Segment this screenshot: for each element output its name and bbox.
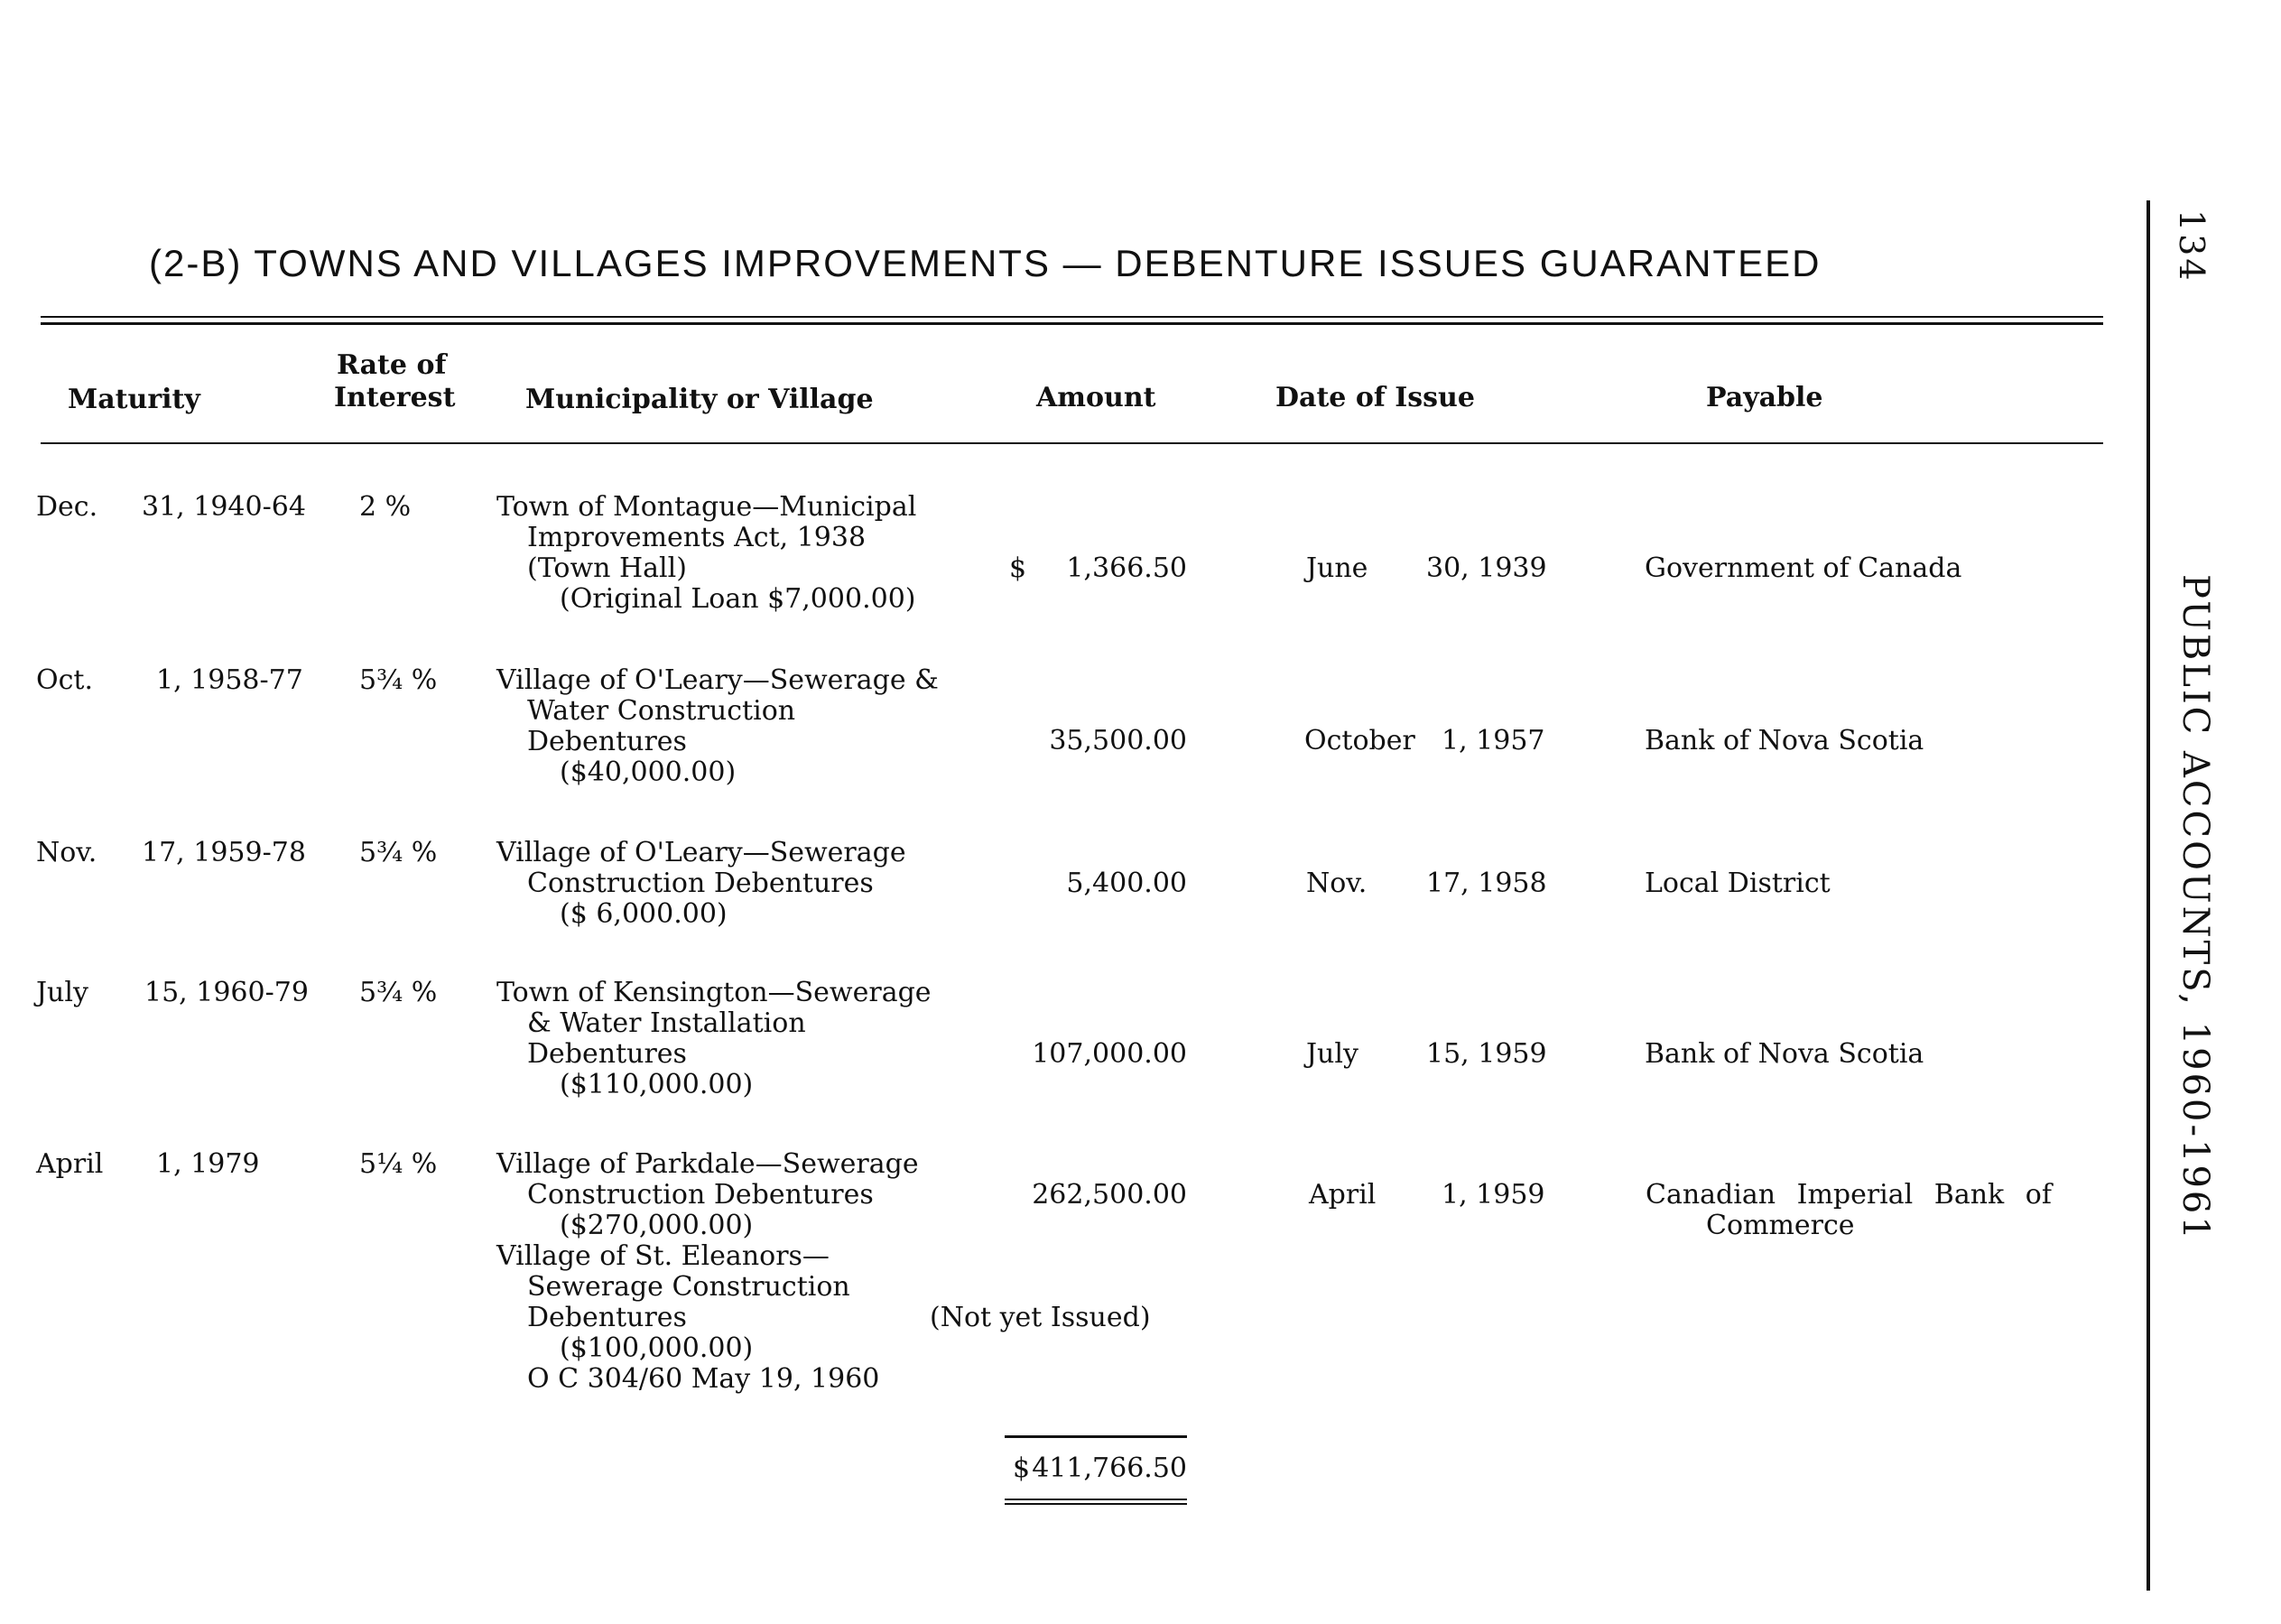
maturity-month: Oct. <box>36 664 93 696</box>
municipality-line: Debentures <box>527 1038 687 1070</box>
municipality-line: Town of Montague—Municipal <box>496 491 917 523</box>
maturity-month: Dec. <box>36 491 98 523</box>
municipality-cell <box>496 665 939 788</box>
municipality-line: Debentures <box>527 1302 687 1333</box>
amount-value: 35,500.00 <box>1049 725 1187 756</box>
municipality-line: Construction Debentures <box>527 1179 874 1211</box>
municipality-line: Improvements Act, 1938 <box>527 522 867 553</box>
issue-month: June <box>1306 552 1368 584</box>
header-rule <box>41 442 2103 444</box>
header-rate-line1: Rate of <box>337 349 447 381</box>
payable: Canadian Imperial Bank of <box>1646 1179 2052 1211</box>
issue-month: October <box>1304 725 1415 756</box>
payable: Government of Canada <box>1645 552 1962 584</box>
municipality-line: Water Construction <box>527 695 796 727</box>
issue-date: 1, 1959 <box>1442 1179 1545 1211</box>
municipality-line: ($ 6,000.00) <box>560 898 728 930</box>
issue-month: July <box>1306 1038 1358 1070</box>
municipality-line: (Original Loan $7,000.00) <box>560 583 916 615</box>
right-margin-rule <box>2147 200 2150 1591</box>
municipality-line: ($40,000.00) <box>560 756 737 788</box>
interest-rate: 5¾ % <box>359 977 438 1008</box>
municipality-line: ($110,000.00) <box>560 1069 754 1100</box>
total-rule-top <box>1005 1435 1187 1438</box>
payable: Bank of Nova Scotia <box>1645 1038 1924 1070</box>
municipality-cell <box>496 492 916 615</box>
amount-value: 107,000.00 <box>1032 1038 1187 1070</box>
header-municipality: Municipality or Village <box>525 384 874 415</box>
municipality-line: Debentures <box>527 726 687 757</box>
issue-month: April <box>1309 1179 1377 1211</box>
municipality-line: ($270,000.00) <box>560 1210 754 1241</box>
page-number: 134 <box>2172 209 2211 283</box>
municipality-line: (Town Hall) <box>527 552 687 584</box>
municipality-line: Sewerage Construction <box>527 1271 850 1303</box>
total-rule-bottom-2 <box>1005 1503 1187 1505</box>
issue-date: 15, 1959 <box>1426 1038 1547 1070</box>
municipality-cell <box>496 1149 919 1395</box>
maturity-month: Nov. <box>36 837 97 868</box>
interest-rate: 5¼ % <box>359 1148 438 1180</box>
municipality-line: Village of Parkdale—Sewerage <box>496 1148 919 1180</box>
amount-value: 1,366.50 <box>1066 552 1187 584</box>
issue-date: 1, 1957 <box>1442 725 1545 756</box>
total-value: 411,766.50 <box>1032 1452 1187 1484</box>
total-dollar-sign: $ <box>1013 1452 1031 1484</box>
header-date-of-issue: Date of Issue <box>1275 382 1475 413</box>
maturity-month: April <box>36 1148 104 1180</box>
maturity-date: 1, 1979 <box>156 1148 260 1180</box>
amount-dollar-sign: $ <box>1009 552 1027 584</box>
interest-rate: 5¾ % <box>359 664 438 696</box>
header-payable: Payable <box>1706 382 1823 413</box>
municipality-cell <box>496 838 906 930</box>
maturity-date: 15, 1960-79 <box>144 977 309 1008</box>
payable: Local District <box>1645 868 1831 899</box>
not-yet-issued-note: (Not yet Issued) <box>930 1302 1151 1333</box>
municipality-line: O C 304/60 May 19, 1960 <box>527 1363 880 1395</box>
municipality-line: Village of O'Leary—Sewerage <box>496 837 906 868</box>
amount-value: 5,400.00 <box>1066 868 1187 899</box>
municipality-line: Village of O'Leary—Sewerage & <box>496 664 939 696</box>
maturity-date: 1, 1958-77 <box>156 664 303 696</box>
total-rule-bottom <box>1005 1499 1187 1500</box>
municipality-line: & Water Installation <box>527 1007 806 1039</box>
payable: Bank of Nova Scotia <box>1645 725 1924 756</box>
amount-value: 262,500.00 <box>1032 1179 1187 1211</box>
header-maturity: Maturity <box>68 384 200 415</box>
interest-rate: 2 % <box>359 491 412 523</box>
payable-continued: Commerce <box>1706 1210 1855 1241</box>
municipality-cell <box>496 978 932 1100</box>
municipality-line: Construction Debentures <box>527 868 874 899</box>
title-rule-bottom <box>41 322 2103 325</box>
municipality-line: Village of St. Eleanors— <box>496 1240 830 1272</box>
issue-month: Nov. <box>1306 868 1368 899</box>
interest-rate: 5¾ % <box>359 837 438 868</box>
maturity-month: July <box>36 977 88 1008</box>
running-title: PUBLIC ACCOUNTS, 1960-1961 <box>2174 574 2216 1242</box>
page-title: (2-B) TOWNS AND VILLAGES IMPROVEMENTS — DEBENTURE ISSUES GUARANTEED <box>149 242 1822 284</box>
maturity-date: 31, 1940-64 <box>142 491 306 523</box>
issue-date: 30, 1939 <box>1426 552 1547 584</box>
issue-date: 17, 1958 <box>1426 868 1547 899</box>
title-rule-top <box>41 316 2103 318</box>
maturity-date: 17, 1959-78 <box>142 837 306 868</box>
header-rate-line2: Interest <box>334 382 456 413</box>
municipality-line: ($100,000.00) <box>560 1332 754 1364</box>
municipality-line: Town of Kensington—Sewerage <box>496 977 932 1008</box>
header-amount: Amount <box>1036 382 1156 413</box>
